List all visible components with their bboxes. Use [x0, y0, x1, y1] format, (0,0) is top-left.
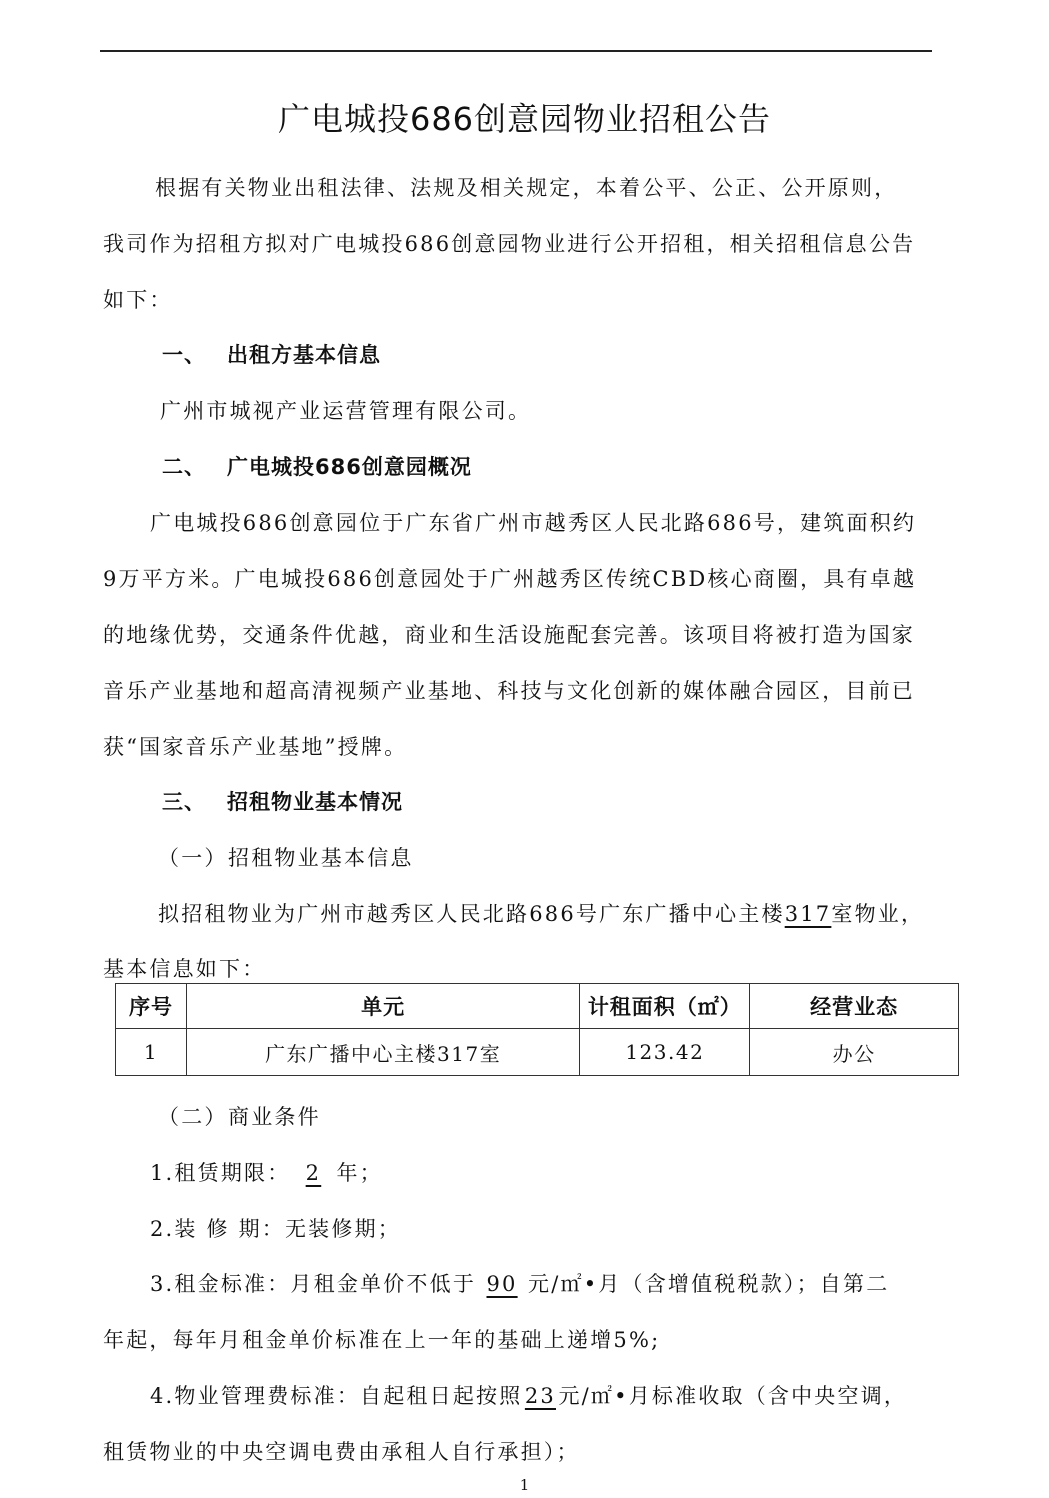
document-title: 广电城投686创意园物业招租公告 — [277, 100, 772, 138]
lease-term-unit: 年； — [336, 1161, 383, 1185]
property-text-start: 拟招租物业为广州市越秀区人民北路686号广东广播中心主楼 — [158, 902, 785, 926]
property-line-1 — [158, 898, 924, 928]
lessor-name: 广州市城视产业运营管理有限公司。 — [160, 399, 532, 423]
mgmt-fee-text: 元/㎡•月标准收取（含中央空调， — [558, 1384, 908, 1408]
header-unit: 单元 — [186, 984, 579, 1029]
section-3-heading — [162, 786, 403, 816]
overview-line-2: 9万平方米。广电城投686创意园处于广州越秀区传统CBD核心商圈，具有卓越 — [103, 567, 917, 591]
term-item-3 — [150, 1268, 889, 1298]
mgmt-fee-value: 23 — [524, 1384, 556, 1408]
intro-line-3: 如下： — [103, 288, 173, 312]
subsection-2-heading — [158, 1101, 321, 1131]
subsection-1-number: （一） — [158, 846, 228, 870]
section-3-title: 招租物业基本情况 — [227, 790, 403, 814]
overview-line-1: 广电城投686创意园位于广东省广州市越秀区人民北路686号，建筑面积约 — [150, 511, 917, 535]
cell-unit: 广东广播中心主楼317室 — [186, 1029, 579, 1076]
cell-business-type: 办公 — [750, 1029, 959, 1076]
property-text-end: 室物业， — [831, 902, 925, 926]
cell-area: 123.42 — [580, 1029, 750, 1076]
term-item-4-line-2: 租赁物业的中央空调电费由承租人自行承担）； — [103, 1440, 580, 1464]
subsection-2-number: （二） — [158, 1105, 228, 1129]
section-3-number: 三、 — [162, 790, 206, 814]
property-info-table — [115, 983, 959, 1076]
overview-line-4: 音乐产业基地和超高清视频产业基地、科技与文化创新的媒体融合园区，目前已 — [103, 679, 915, 703]
intro-line-2: 我司作为招租方拟对广电城投686创意园物业进行公开招租，相关招租信息公告 — [103, 232, 916, 256]
cell-index: 1 — [116, 1029, 187, 1076]
subsection-1-heading — [158, 842, 414, 872]
rent-label: 3.租金标准：月租金单价不低于 — [150, 1272, 477, 1296]
page-number: 1 — [519, 1476, 530, 1494]
section-2-number: 二、 — [162, 455, 206, 479]
term-item-4 — [150, 1380, 907, 1410]
property-line-2: 基本信息如下： — [103, 957, 266, 981]
table-row — [116, 1029, 959, 1076]
section-2-heading — [162, 451, 472, 481]
section-1-number: 一、 — [162, 343, 206, 367]
subsection-2-title: 商业条件 — [228, 1105, 321, 1129]
header-index: 序号 — [116, 984, 187, 1029]
intro-line-1: 根据有关物业出租法律、法规及相关规定，本着公平、公正、公开原则， — [155, 176, 898, 200]
subsection-1-title: 招租物业基本信息 — [228, 846, 414, 870]
mgmt-fee-label: 4.物业管理费标准：自起租日起按照 — [150, 1384, 523, 1408]
lease-term-label: 1.租赁期限： — [150, 1161, 291, 1185]
rent-value: 90 — [486, 1272, 518, 1296]
rent-text: 元/㎡•月（含增值税税款）；自第二 — [528, 1272, 890, 1296]
section-1-heading — [162, 339, 381, 369]
room-number: 317 — [784, 902, 832, 926]
term-item-1 — [150, 1157, 383, 1187]
term-item-2: 2.装 修 期：无装修期； — [150, 1217, 401, 1241]
header-rule — [100, 50, 932, 52]
overview-line-5: 获“国家音乐产业基地”授牌。 — [103, 735, 408, 759]
overview-line-3: 的地缘优势，交通条件优越，商业和生活设施配套完善。该项目将被打造为国家 — [103, 623, 915, 647]
header-business-type: 经营业态 — [750, 984, 959, 1029]
table-header-row — [116, 984, 959, 1029]
term-item-3-line-2: 年起，每年月租金单价标准在上一年的基础上递增5%; — [103, 1328, 661, 1352]
header-area: 计租面积（㎡） — [580, 984, 750, 1029]
lease-term-value: 2 — [305, 1161, 322, 1185]
section-1-title: 出租方基本信息 — [227, 343, 381, 367]
section-2-title: 广电城投686创意园概况 — [227, 455, 472, 479]
